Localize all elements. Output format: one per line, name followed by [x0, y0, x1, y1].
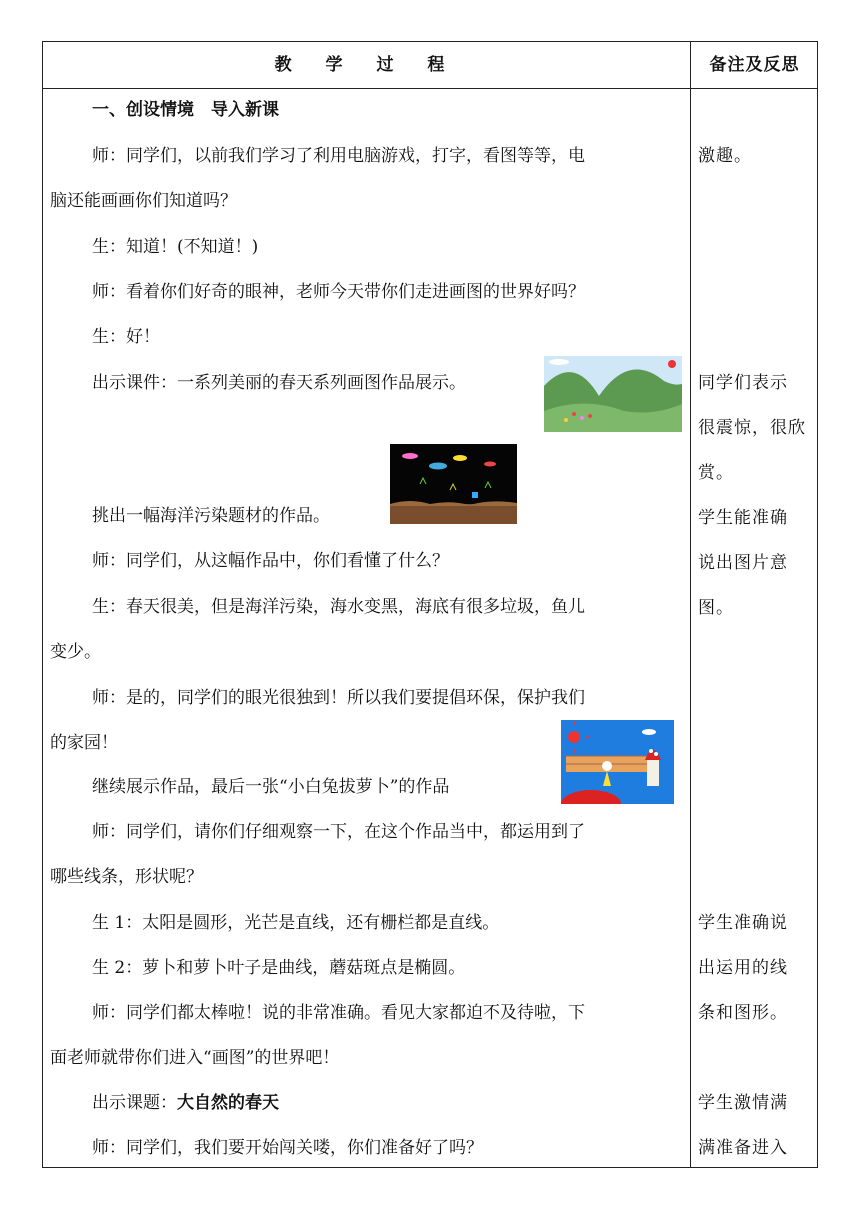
note-line: 出运用的线: [698, 958, 788, 978]
text-line: 师：同学们，请你们仔细观察一下，在这个作品当中，都运用到了: [92, 822, 585, 842]
text-line: [92, 1092, 279, 1114]
text-line: 师：看着你们好奇的眼神，老师今天带你们走进画图的世界好吗？: [92, 282, 585, 302]
note-line: 赏。: [698, 463, 734, 483]
text-line: 脑还能画画你们知道吗？: [50, 191, 237, 211]
note-line: 很震惊，很欣: [698, 418, 806, 438]
text-line: 生 1：太阳是圆形，光芒是直线，还有栅栏都是直线。: [92, 913, 500, 933]
column-divider: [690, 42, 691, 1167]
text-line: 师：同学们都太棒啦！说的非常准确。看见大家都迫不及待啦，下: [92, 1003, 585, 1023]
note-line: 满准备进入: [698, 1138, 788, 1158]
section-title: 一、创设情境 导入新课: [92, 100, 279, 120]
header-teaching-process: 教 学 过 程: [274, 55, 459, 75]
text-line: 师：是的，同学们的眼光很独到！所以我们要提倡环保，保护我们: [92, 688, 585, 708]
text-line: 生：春天很美，但是海洋污染，海水变黑，海底有很多垃圾，鱼儿: [92, 597, 585, 617]
note-line: 图。: [698, 598, 734, 618]
rabbit-radish-image: [561, 720, 674, 804]
text-line: 继续展示作品，最后一张“小白兔拔萝卜”的作品: [92, 777, 450, 797]
note-line: 条和图形。: [698, 1003, 788, 1023]
note-line: 学生准确说: [698, 913, 788, 933]
header-divider: [43, 88, 817, 89]
note-line: 激趣。: [698, 146, 752, 166]
text-line: 生：好！: [92, 327, 160, 347]
text-line: 师：同学们，以前我们学习了利用电脑游戏，打字，看图等等，电: [92, 146, 585, 166]
text-line: 师：同学们，从这幅作品中，你们看懂了什么？: [92, 551, 449, 571]
topic-prefix: 出示课题：: [92, 1093, 177, 1113]
text-line: 生：知道！(不知道！): [92, 237, 259, 257]
text-line: 挑出一幅海洋污染题材的作品。: [92, 506, 330, 526]
spring-mountains-image: [544, 356, 682, 432]
header-notes: 备注及反思: [709, 55, 800, 75]
note-line: 学生激情满: [698, 1093, 788, 1113]
ocean-pollution-image: [390, 444, 517, 524]
topic-title: 大自然的春天: [177, 1093, 279, 1113]
text-line: 的家园！: [50, 733, 118, 753]
text-line: 变少。: [50, 642, 101, 662]
text-line: 面老师就带你们进入“画图”的世界吧！: [50, 1048, 340, 1068]
note-line: 学生能准确: [698, 508, 788, 528]
text-line: 出示课件：一系列美丽的春天系列画图作品展示。: [92, 373, 466, 393]
text-line: 哪些线条，形状呢？: [50, 867, 203, 887]
note-line: 说出图片意: [698, 553, 788, 573]
text-line: 生 2：萝卜和萝卜叶子是曲线，蘑菇斑点是椭圆。: [92, 958, 466, 978]
note-line: 同学们表示: [698, 373, 788, 393]
text-line: 师：同学们，我们要开始闯关喽，你们准备好了吗？: [92, 1138, 483, 1158]
